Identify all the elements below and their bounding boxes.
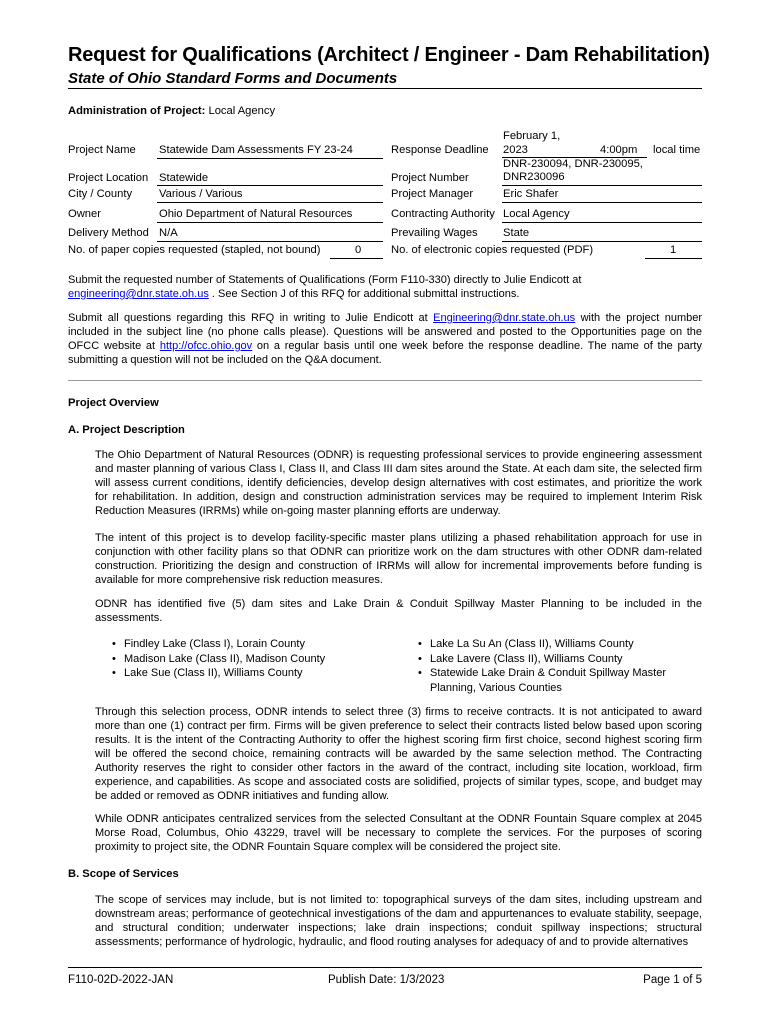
submission-text-b: . See Section J of this RFQ for additional submittal instructions.	[211, 288, 520, 300]
project-number-line2: DNR230096	[503, 171, 565, 183]
questions-text-b: with the project number included in the subject line (no phone calls please). Questions will be answered and posted to the Opportunities page on the OFCC website at	[68, 312, 703, 352]
project-location-value: Statewide	[159, 172, 209, 184]
prevailing-wages-underline	[502, 241, 702, 242]
list-item: • Lake La Su An (Class II), Williams County	[414, 637, 684, 652]
questions-text-c: on a regular basis until one week before the response deadline. The name of the party submitting a question will not be included on the Q&A document.	[68, 340, 702, 366]
dam-sites-list-left	[108, 637, 398, 681]
header-rule	[68, 88, 702, 89]
project-manager-value: Eric Shafer	[503, 188, 559, 200]
section-divider	[68, 380, 702, 381]
delivery-method-value: N/A	[159, 227, 178, 239]
dam-sites-list-right	[414, 637, 684, 695]
administration-value: Local Agency	[208, 105, 276, 117]
footer-form-id: F110-02D-2022-JAN	[68, 974, 174, 986]
list-item: • Lake Sue (Class II), Williams County	[108, 666, 398, 681]
services-location-paragraph: While ODNR anticipates centralized services from the selected Consultant at the ODNR Fountain Square complex at 2045 Morse Road, Columbus, Ohio 43229, travel will be necessary to complete the services. For the purposes of scoring proximity to project site, the ODNR Fountain Square complex will be considered the project site.	[95, 813, 702, 853]
administration-line	[68, 104, 275, 118]
paper-copies-underline	[330, 258, 383, 259]
deadline-date-line2: 2023	[503, 144, 528, 156]
selection-process-paragraph: Through this selection process, ODNR intends to select three (3) firms to receive contracts. It is not anticipated to award more than one (1) contract per firm. Firms will be given preference to select their contracts listed below based upon scoring results. It is the intent of the Contracting Authority to offer the highest scoring firm first choice, second highest scoring firm will be offered the second choice, remaining contracts will be awarded by the same selection method. The Contracting Authority reserves the right to consider other factors in the award of the contract, including site location, workload, firm experience, and capabilities. As scope and associated costs are solidified, projects of similar types, scope, and budget may be added or removed as ODNR initiatives and funding allow.	[95, 706, 702, 802]
list-item: • Findley Lake (Class I), Lorain County	[108, 637, 398, 652]
city-county-underline	[157, 202, 383, 203]
description-paragraph-2: The intent of this project is to develop facility-specific master plans utilizing a phased rehabilitation approach for use in conjunction with other facility plans so that ODNR can prioritize work on the dam structures with other ODNR dam-related construction. Prioritizing the design and construction of IRRMs will allow for incremental improvements before funding is available for more comprehensive risk reduction measures.	[95, 532, 702, 586]
questions-email-link[interactable]: Engineering@dnr.state.oh.us	[433, 312, 576, 324]
prevailing-wages-value: State	[503, 227, 530, 239]
footer-publish-date: Publish Date: 1/3/2023	[328, 974, 445, 986]
submission-email-link[interactable]: engineering@dnr.state.oh.us	[68, 288, 209, 300]
description-paragraph-1: The Ohio Department of Natural Resources (ODNR) is requesting professional services to provide engineering assessment and master planning of various Class I, Class II, and Class III dam sites around the State. At each dam site, the selected firm will assess current conditions, identify deficiencies, develop design alternatives with cost estimates, and prioritize the work for rehabilitation. In addition, design and construction administration services may be required to implement Interim Risk Reduction Measures (IRRMs) while on-going master planning efforts are underway.	[95, 449, 702, 517]
administration-label: Administration of Project:	[68, 105, 206, 117]
footer-page-number: Page 1 of 5	[643, 974, 702, 986]
electronic-copies-value: 1	[670, 244, 677, 256]
contracting-authority-label: Contracting Authority	[391, 208, 495, 220]
project-location-label: Project Location	[68, 172, 149, 184]
owner-underline	[157, 222, 383, 223]
paper-copies-label: No. of paper copies requested (stapled, not bound)	[68, 244, 321, 256]
deadline-suffix: local time	[653, 144, 701, 156]
response-deadline-label: Response Deadline	[391, 144, 489, 156]
ofcc-website-link[interactable]: http://ofcc.ohio.gov	[159, 340, 253, 352]
project-manager-label: Project Manager	[391, 188, 474, 200]
project-number-line1: DNR-230094, DNR-230095,	[503, 158, 643, 170]
project-location-underline	[157, 185, 383, 186]
questions-paragraph	[68, 311, 702, 367]
project-name-value: Statewide Dam Assessments FY 23-24	[159, 144, 353, 156]
section-b-heading: B. Scope of Services	[68, 868, 179, 880]
project-manager-underline	[502, 202, 702, 203]
deadline-date-line1: February 1,	[503, 130, 561, 142]
prevailing-wages-label: Prevailing Wages	[391, 227, 478, 239]
questions-text-a: Submit all questions regarding this RFQ in writing to Julie Endicott at	[68, 312, 428, 324]
city-county-value: Various / Various	[159, 188, 243, 200]
list-item: • Madison Lake (Class II), Madison County	[108, 652, 398, 667]
contracting-authority-underline	[502, 222, 702, 223]
project-overview-heading: Project Overview	[68, 397, 159, 409]
document-title: Request for Qualifications (Architect / Engineer - Dam Rehabilitation)	[68, 44, 710, 66]
submission-paragraph	[68, 273, 702, 301]
project-name-label: Project Name	[68, 144, 136, 156]
list-item: • Statewide Lake Drain & Conduit Spillway Master Planning, Various Counties	[414, 666, 684, 695]
list-item: • Lake Lavere (Class II), Williams County	[414, 652, 684, 667]
paper-copies-value: 0	[355, 244, 362, 256]
project-name-underline	[157, 158, 383, 159]
electronic-copies-label: No. of electronic copies requested (PDF)	[391, 244, 594, 256]
project-number-label: Project Number	[391, 172, 469, 184]
owner-value: Ohio Department of Natural Resources	[159, 208, 353, 220]
footer-rule	[68, 967, 702, 968]
city-county-label: City / County	[68, 188, 133, 200]
submission-text-a: Submit the requested number of Statements of Qualifications (Form F110-330) directly to Julie Endicott at	[68, 274, 582, 286]
section-a-heading: A. Project Description	[68, 424, 185, 436]
delivery-method-label: Delivery Method	[68, 227, 149, 239]
project-number-underline	[502, 185, 702, 186]
contracting-authority-value: Local Agency	[503, 208, 570, 220]
document-subtitle: State of Ohio Standard Forms and Documents	[68, 70, 398, 87]
scope-paragraph: The scope of services may include, but is not limited to: topographical surveys of the dam sites, including upstream and downstream areas; performance of geotechnical investigations of the dam and appurtenances to evaluate stability, seepage, and structural condition; underwater inspections; lake drain inspections; conduit spillway inspections; structural assessments; performance of hydrologic, hydraulic, and flood routing analyses for adequacy of and to provide alternatives	[95, 894, 702, 948]
owner-label: Owner	[68, 208, 101, 220]
delivery-method-underline	[157, 241, 383, 242]
deadline-time: 4:00pm	[600, 144, 638, 156]
description-paragraph-3: ODNR has identified five (5) dam sites and Lake Drain & Conduit Spillway Master Planning to be included in the assessments.	[95, 598, 702, 624]
electronic-copies-underline	[645, 258, 702, 259]
